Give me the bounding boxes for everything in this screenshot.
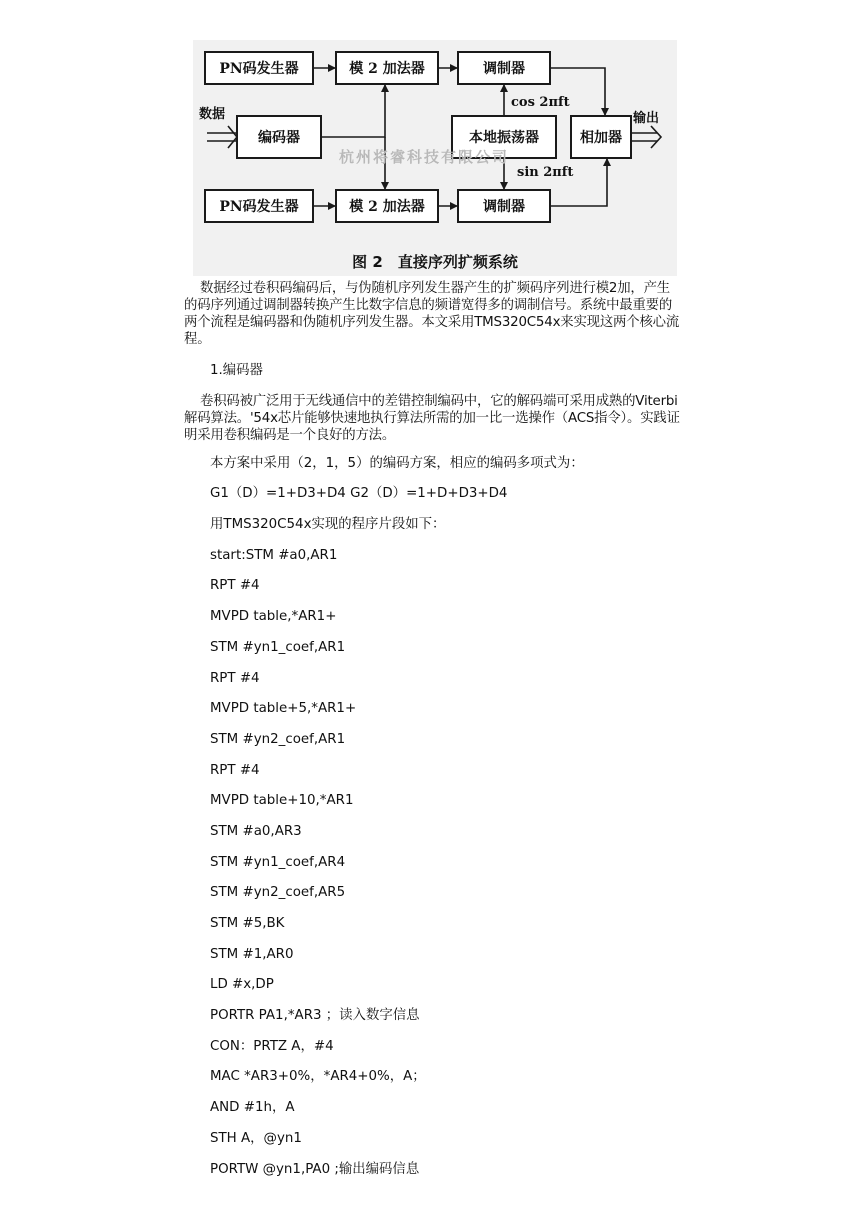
code-line: PORTW @yn1,PA0 ;输出编码信息 — [210, 1161, 420, 1177]
adder-label: 相加器 — [580, 130, 622, 146]
intro-paragraph: 数据经过卷积码编码后，与伪随机序列发生器产生的扩频码序列进行模2加，产生的码序列通过调制器转换产生比数字信息的频谱宽得多的调制信号。系统中最重要的两个流程是编码器和伪随机序列发生器。本文采用TMS320C54x来实现这两个核心流程。 — [184, 281, 680, 347]
code-line: LD #x,DP — [210, 977, 274, 993]
arrow-encoder-to-mod2-top — [321, 85, 385, 137]
code-line: AND #1h，A — [210, 1100, 295, 1116]
pn-generator-bottom-label: PN码发生器 — [219, 199, 299, 215]
output-arrowhead — [651, 126, 661, 148]
encoder-label: 编码器 — [258, 130, 300, 146]
mod2-adder-bottom-label: 模 2 加法器 — [349, 199, 425, 215]
code-line: STM #yn1_coef,AR4 — [210, 854, 346, 870]
encoder-paragraph: 卷积码被广泛用于无线通信中的差错控制编码中，它的解码端可采用成熟的Viterbi解码算法。'54x芯片能够快速地执行算法所需的加一比一选操作（ACS指令）。实践证明采用卷积编码是一个良好的方法。 — [184, 393, 680, 443]
code-line: RPT #4 — [210, 578, 260, 594]
code-line: STH A，@yn1 — [210, 1130, 302, 1146]
article-body — [184, 280, 680, 1191]
code-line: G1（D）=1+D3+D4 G2（D）=1+D+D3+D4 — [210, 486, 508, 502]
sin-label: sin 2πft — [517, 165, 574, 180]
local-oscillator-label: 本地振荡器 — [469, 130, 539, 146]
modulator-top-label: 调制器 — [483, 61, 525, 77]
code-line: start:STM #a0,AR1 — [210, 547, 338, 563]
code-line: MVPD table+10,*AR1 — [210, 793, 354, 809]
code-line: STM #yn2_coef,AR5 — [210, 885, 346, 901]
code-line: STM #1,AR0 — [210, 946, 294, 962]
figure-caption: 图 2 直接序列扩频系统 — [352, 253, 518, 271]
input-arrowhead — [228, 126, 237, 148]
code-line: STM #yn2_coef,AR1 — [210, 731, 346, 747]
watermark: 杭州将睿科技有限公司 — [339, 148, 510, 166]
code-line: PORTR PA1,*AR3 ；读入数字信息 — [210, 1008, 420, 1024]
mod2-adder-top-label: 模 2 加法器 — [349, 61, 425, 77]
output-label: 输出 — [633, 111, 660, 126]
input-label: 数据 — [199, 107, 226, 122]
code-line: STM #yn1_coef,AR1 — [210, 639, 346, 655]
cos-label: cos 2πft — [511, 95, 570, 110]
code-line: CON：PRTZ A，#4 — [210, 1038, 334, 1054]
diagram-svg — [193, 40, 677, 276]
code-line: MVPD table+5,*AR1+ — [210, 701, 357, 717]
code-line: MVPD table,*AR1+ — [210, 609, 337, 625]
code-line: STM #a0,AR3 — [210, 823, 302, 839]
modulator-bottom-label: 调制器 — [483, 199, 525, 215]
code-line: 本方案中采用（2，1，5）的编码方案，相应的编码多项式为： — [210, 455, 584, 471]
code-line: RPT #4 — [210, 670, 260, 686]
code-line: STM #5,BK — [210, 916, 285, 931]
code-line: RPT #4 — [210, 762, 260, 778]
block-diagram — [193, 40, 677, 276]
section-heading: 1.编码器 — [210, 363, 263, 378]
code-line: MAC *AR3+0%，*AR4+0%，A； — [210, 1069, 426, 1085]
pn-generator-top-label: PN码发生器 — [219, 61, 299, 77]
code-line: 用TMS320C54x实现的程序片段如下： — [210, 517, 446, 533]
